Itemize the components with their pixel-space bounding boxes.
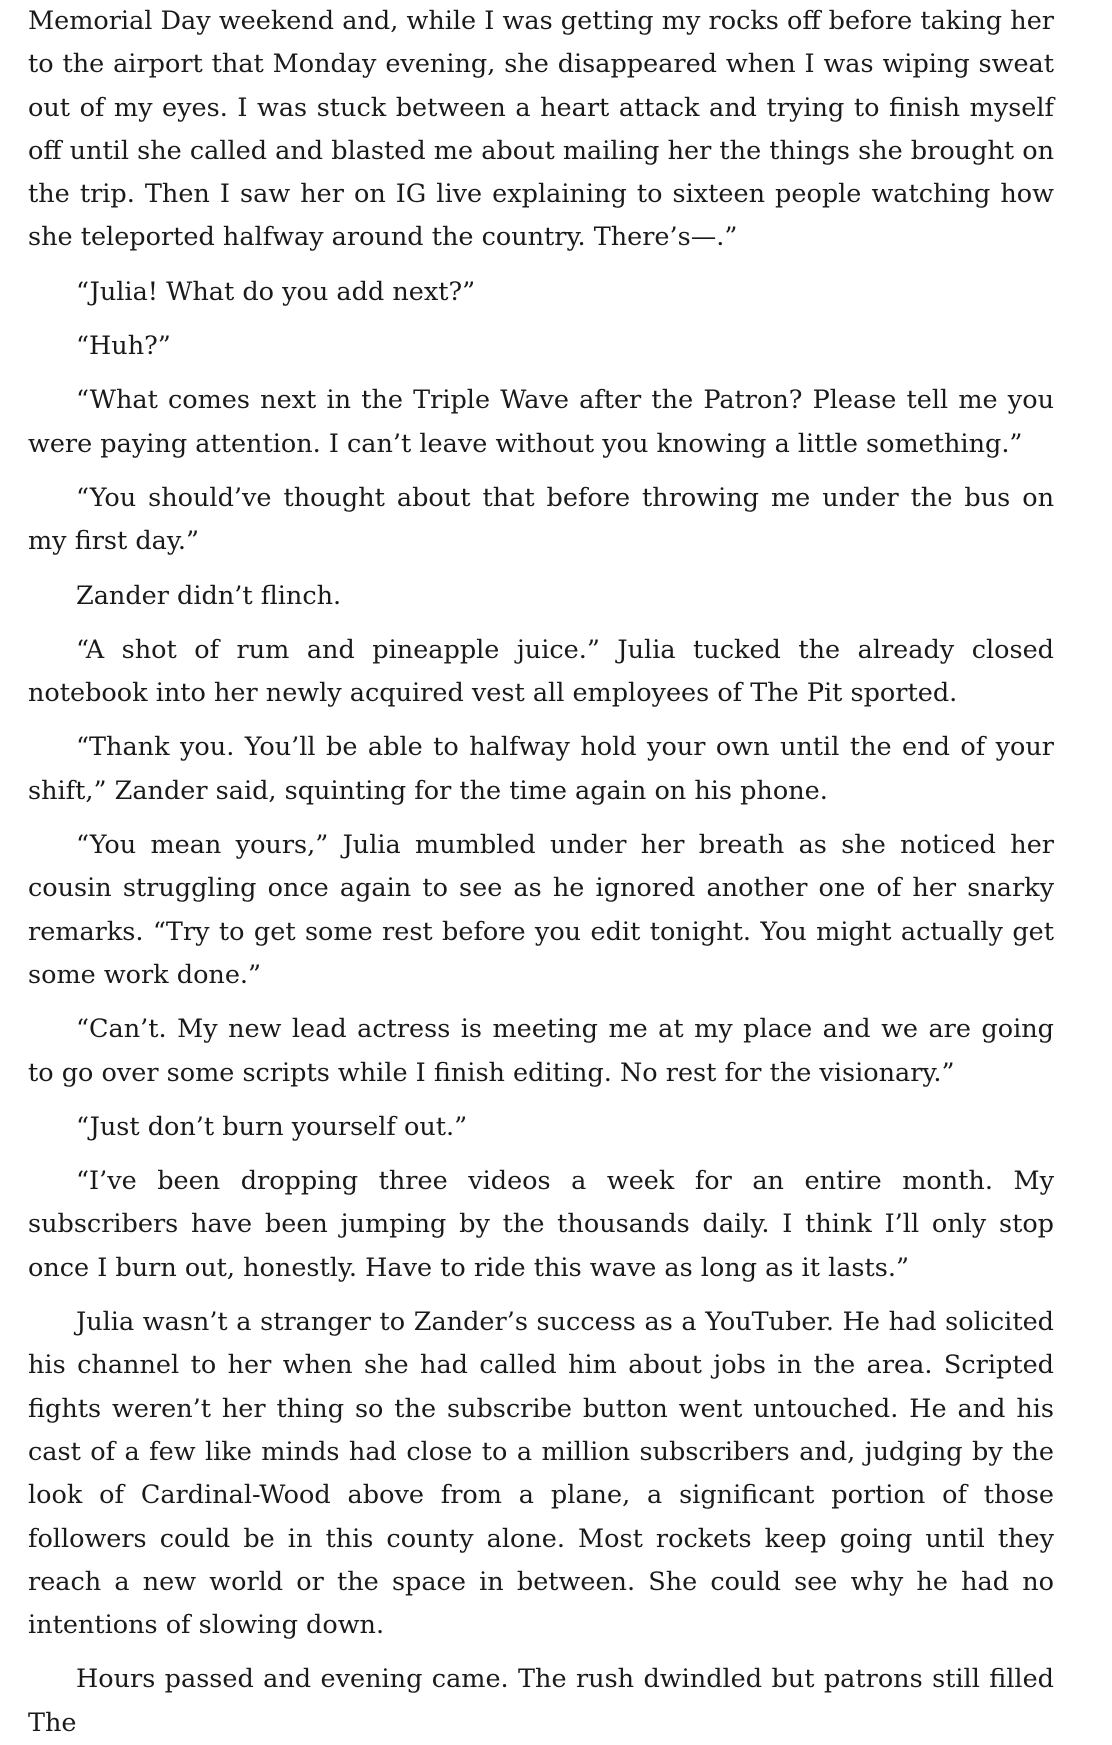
paragraph-narration: Julia wasn’t a stranger to Zander’s success as a YouTuber. He had solicited his channel to her when she had called him about jobs in the area. Scripted fights weren’t her thing so the subscribe button went untouched. He and his cast of a few like minds had close to a million subscribers and, judging by the look of Cardinal-Wood above from a plane, a significant portion of those followers could be in this county alone. Most rockets keep going until they reach a new world or the space in between. She could see why he had no intentions of slowing down. [28,1307,1054,1641]
paragraph-dialogue: “Just don’t burn yourself out.” [76,1111,468,1142]
paragraph-dialogue: “I’ve been dropping three videos a week for an entire month. My subscribers have been jumping by the thousands daily. I think I’ll only stop once I burn out, honestly. Have to ride this wave as long as it lasts.” [28,1166,1054,1283]
paragraph-dialogue: “Julia! What do you add next?” [76,276,476,307]
paragraph-dialogue: “Huh?” [76,331,171,362]
paragraph-dialogue: “A shot of rum and pineapple juice.” Julia tucked the already closed notebook into her newly acquired vest all employees of The Pit sported. [28,634,1054,709]
paragraph-dialogue: “Thank you. You’ll be able to halfway hold your own until the end of your shift,” Zander said, squinting for the time again on his phone. [28,732,1054,806]
paragraph-dialogue: “You mean yours,” Julia mumbled under her breath as she noticed her cousin struggling once again to see as he ignored another one of her snarky remarks. “Try to get some rest before you edit tonight. You might actually get some work done.” [28,830,1054,990]
paragraph-narration: Hours passed and evening came. The rush dwindled but patrons still filled The [28,1664,1054,1738]
paragraph-dialogue: “You should’ve thought about that before throwing me under the bus on my first day.” [28,482,1054,557]
paragraph-dialogue: “Can’t. My new lead actress is meeting me at my place and we are going to go over some scripts while I finish editing. No rest for the visionary.” [28,1014,1054,1088]
paragraph-dialogue: “What comes next in the Triple Wave after the Patron? Please tell me you were paying attention. I can’t leave without you knowing a little something.” [28,385,1054,459]
paragraph-narration: Zander didn’t flinch. [76,580,342,611]
paragraph-continued: Memorial Day weekend and, while I was getting my rocks off before taking her to the airport that Monday evening, she disappeared when I was wiping sweat out of my eyes. I was stuck between a heart attack and trying to finish myself off until she called and blasted me about mailing her the things she brought on the trip. Then I saw her on IG live explaining to sixteen people watching how she teleported halfway around the country. There’s—.” [28,6,1054,253]
